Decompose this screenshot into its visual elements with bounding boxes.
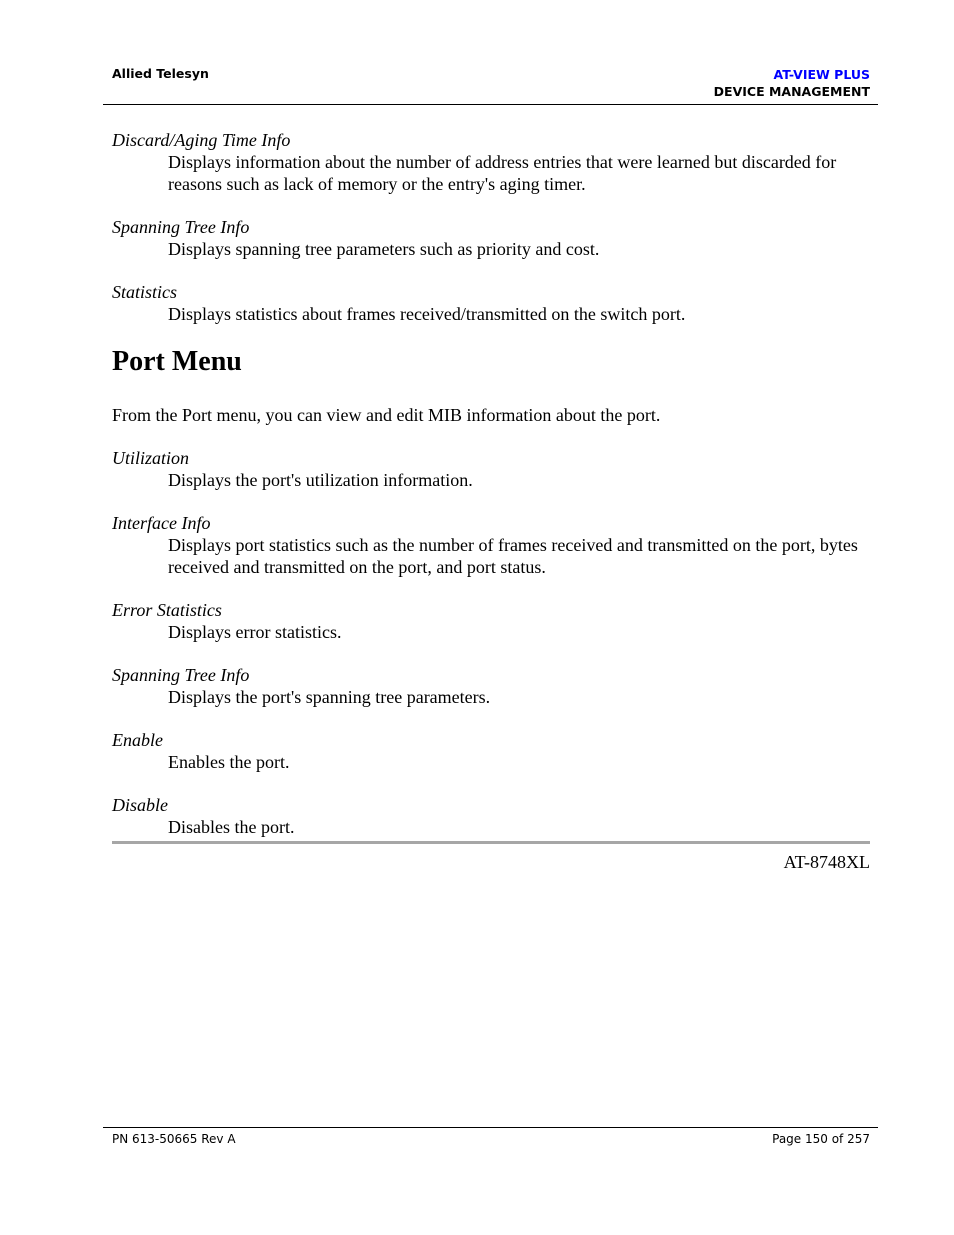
item-description: Displays spanning tree parameters such as priority and cost. — [168, 239, 600, 259]
port-item-spanning-tree — [112, 664, 870, 708]
header-company: Allied Telesyn — [112, 66, 209, 81]
switch-item-spanning-tree — [112, 216, 870, 260]
header-section: DEVICE MANAGEMENT — [713, 84, 870, 99]
item-description: Displays information about the number of address entries that were learned but discarded for reasons such as lack of memory or the entry's aging timer. — [168, 152, 837, 194]
port-item-error-statistics — [112, 599, 870, 643]
switch-item-statistics — [112, 281, 870, 325]
footer-part-number: PN 613-50665 Rev A — [112, 1132, 236, 1146]
item-title: Disable — [112, 795, 168, 815]
port-item-utilization — [112, 447, 870, 491]
switch-item-discard-aging — [112, 129, 870, 195]
item-description: Displays the port's utilization information. — [168, 470, 473, 490]
section-intro: From the Port menu, you can view and edit MIB information about the port. — [112, 405, 661, 425]
item-description: Displays error statistics. — [168, 622, 342, 642]
item-description: Displays port statistics such as the number of frames received and transmitted on the port, bytes received and transmitted on the port, and port status. — [168, 535, 858, 577]
item-title: Spanning Tree Info — [112, 665, 250, 685]
port-item-enable — [112, 729, 870, 773]
item-description: Disables the port. — [168, 817, 295, 837]
item-title: Spanning Tree Info — [112, 217, 250, 237]
footer-page-number: Page 150 of 257 — [772, 1132, 870, 1146]
section-title-port-menu: Port Menu — [112, 346, 242, 377]
item-title: Discard/Aging Time Info — [112, 130, 291, 150]
item-title: Interface Info — [112, 513, 211, 533]
item-title: Utilization — [112, 448, 190, 468]
header-product: AT-VIEW PLUS — [773, 67, 870, 82]
header-divider — [103, 104, 878, 105]
port-item-interface-info — [112, 512, 870, 578]
port-item-disable — [112, 794, 870, 838]
page-content — [112, 129, 870, 859]
model-label: AT-8748XL — [783, 852, 870, 872]
item-description: Displays statistics about frames received/transmitted on the switch port. — [168, 304, 686, 324]
page-footer-divider — [103, 1127, 878, 1128]
header-right — [714, 66, 870, 100]
item-title: Statistics — [112, 282, 178, 302]
item-description: Enables the port. — [168, 752, 290, 772]
content-footer-divider — [112, 841, 870, 844]
item-description: Displays the port's spanning tree parameters. — [168, 687, 491, 707]
item-title: Enable — [112, 730, 163, 750]
item-title: Error Statistics — [112, 600, 222, 620]
